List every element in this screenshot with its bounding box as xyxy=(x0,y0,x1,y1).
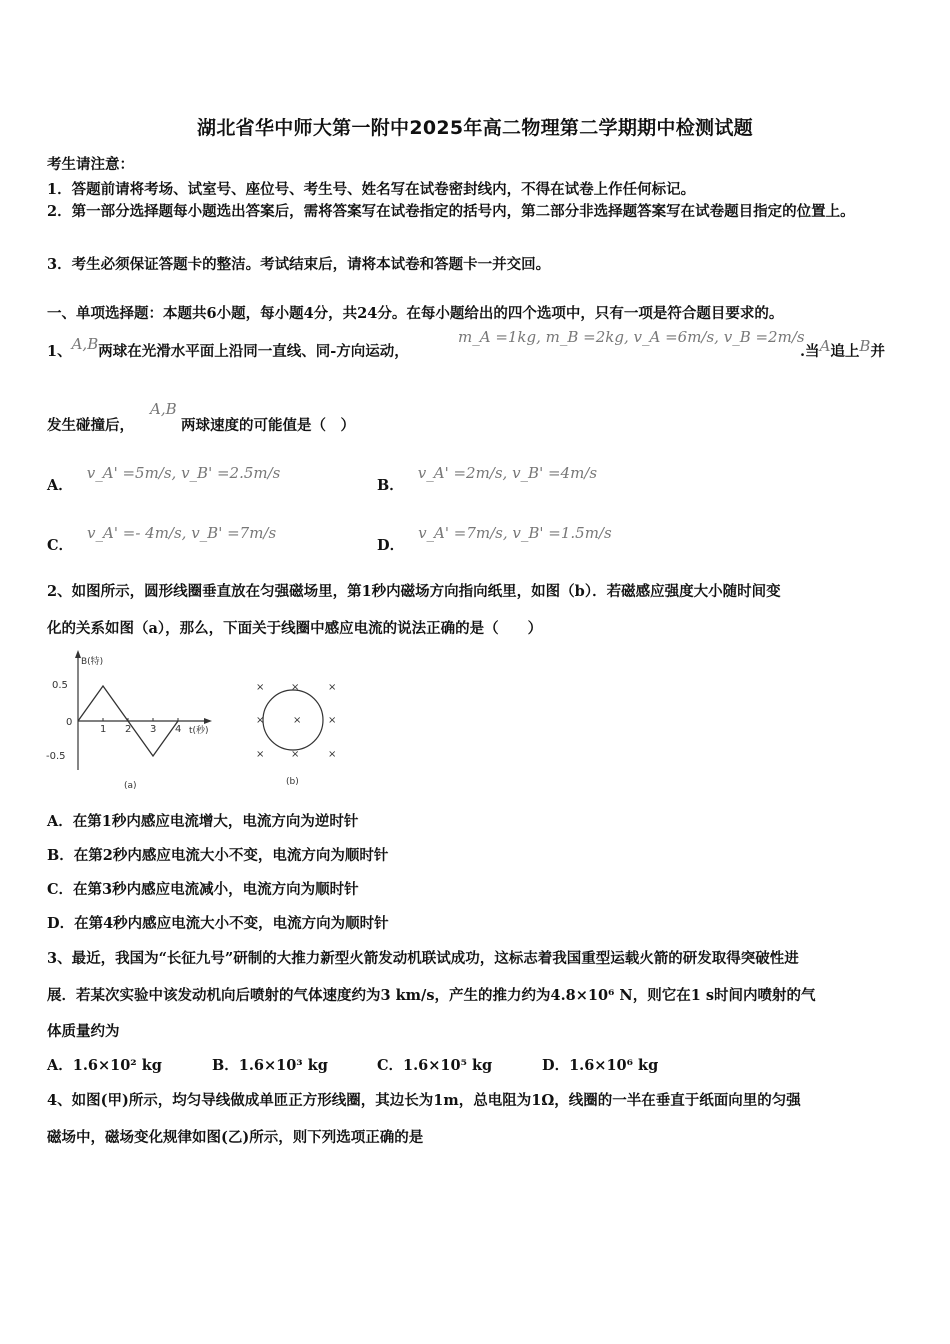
q1-a: A xyxy=(819,337,831,355)
q1-line2-a: 发生碰撞后， xyxy=(47,417,134,434)
notice-item-3: 3．考生必须保证答题卡的整洁。考试结束后，请将本试卷和答题卡一并交回。 xyxy=(47,256,551,273)
question-4-line-2: 磁场中，磁场变化规律如图(乙)所示，则下列选项正确的是 xyxy=(47,1129,424,1146)
q3-option-d[interactable]: D．1.6×10⁶ kg xyxy=(542,1057,659,1074)
x-axis-label: t(秒) xyxy=(189,726,209,736)
q1-option-d-value: v_A' =7m/s, v_B' =1.5m/s xyxy=(418,524,612,542)
notice-heading: 考生请注意： xyxy=(47,156,134,173)
q2-option-b[interactable]: B．在第2秒内感应电流大小不变，电流方向为顺时针 xyxy=(47,847,389,864)
q1-option-d[interactable]: D．v_A' =7m/s, v_B' =1.5m/s xyxy=(377,524,612,554)
question-1-line-1 xyxy=(47,335,409,361)
q1-line2-b: 两球速度的可能值是（ ） xyxy=(181,417,355,434)
q1-text-2: .当 xyxy=(800,343,820,360)
q1-conditions: m_A =1kg, m_B =2kg, v_A =6m/s, v_B =2m/s xyxy=(458,328,805,346)
x-axis-arrow xyxy=(204,718,212,724)
field-cross-3: × xyxy=(328,682,337,693)
q3-option-a[interactable]: A．1.6×10² kg xyxy=(47,1057,162,1074)
caption-b: (b) xyxy=(286,777,299,787)
page-title: 湖北省华中师大第一附中2025年高二物理第二学期期中检测试题 xyxy=(197,117,753,139)
question-1-line-2 xyxy=(47,414,134,435)
question-3-line-2: 展．若某次实验中该发动机向后喷射的气体速度约为3 km/s，产生的推力约为4.8×10⁶ N，则它在1 s时间内喷射的气 xyxy=(47,987,816,1004)
field-cross-9: × xyxy=(328,749,337,760)
q2-option-c[interactable]: C．在第3秒内感应电流减小，电流方向为顺时针 xyxy=(47,881,359,898)
q1-option-c[interactable]: C．v_A' =- 4m/s, v_B' =7m/s xyxy=(47,524,277,554)
field-cross-7: × xyxy=(256,749,265,760)
notice-item-2: 2．第一部分选择题每小题选出答案后，需将答案写在试卷指定的括号内，第二部分非选择题答案写在试卷题目指定的位置上。 xyxy=(47,203,855,220)
question-3-line-1: 3、最近，我国为“长征九号”研制的大推力新型火箭发动机联试成功，这标志着我国重型运载火箭的研发取得突破性进 xyxy=(47,950,799,967)
q1-text-4: 并 xyxy=(870,343,885,360)
q2-figure xyxy=(44,648,344,793)
x-tick-label-4: 4 xyxy=(175,724,182,735)
y-tick-neg-0.5: -0.5 xyxy=(46,751,66,762)
q1-ab: A,B xyxy=(71,335,99,353)
q3-option-b[interactable]: B．1.6×10³ kg xyxy=(212,1057,328,1074)
field-cross-1: × xyxy=(256,682,265,693)
q1-text-3: 追上 xyxy=(830,343,860,360)
caption-a: (a) xyxy=(124,781,137,791)
q2-option-d[interactable]: D．在第4秒内感应电流大小不变，电流方向为顺时针 xyxy=(47,915,389,932)
q2-figure-b xyxy=(256,682,336,787)
q1-text-1: 两球在光滑水平面上沿同一直线、同-方向运动， xyxy=(98,343,409,360)
q1-option-a-value: v_A' =5m/s, v_B' =2.5m/s xyxy=(86,464,281,482)
question-4-line-1: 4、如图(甲)所示，均匀导线做成单匝正方形线圈，其边长为1m，总电阻为1Ω，线圈的一半在垂直于纸面向里的匀强 xyxy=(47,1092,801,1109)
notice-item-1: 1．答题前请将考场、试室号、座位号、考生号、姓名写在试卷密封线内，不得在试卷上作任何标记。 xyxy=(47,181,696,198)
y-tick-0.5: 0.5 xyxy=(52,680,68,691)
x-tick-label-3: 3 xyxy=(150,724,157,735)
q1-line-1-tail xyxy=(800,337,885,361)
q2-chart-a xyxy=(46,650,212,791)
question-2-line-2: 化的关系如图（a），那么，下面关于线圈中感应电流的说法正确的是（ ） xyxy=(47,620,543,637)
section-heading: 一、单项选择题：本题共6小题，每小题4分，共24分。在每小题给出的四个选项中，只有一项是符合题目要求的。 xyxy=(47,305,784,322)
q1-option-a[interactable]: A．v_A' =5m/s, v_B' =2.5m/s xyxy=(47,464,281,494)
q1-option-b[interactable]: B．v_A' =2m/s, v_B' =4m/s xyxy=(377,464,598,494)
field-cross-5: × xyxy=(293,715,302,726)
x-tick-label-2: 2 xyxy=(125,724,132,735)
question-3-line-3: 体质量约为 xyxy=(47,1023,120,1040)
q1-option-b-value: v_A' =2m/s, v_B' =4m/s xyxy=(417,464,598,482)
y-tick-0: 0 xyxy=(66,717,73,728)
field-cross-4: × xyxy=(256,715,265,726)
field-cross-6: × xyxy=(328,715,337,726)
q2-option-a[interactable]: A．在第1秒内感应电流增大，电流方向为逆时针 xyxy=(47,813,359,830)
q1-ab-2: A,B xyxy=(150,400,177,418)
q1-number: 1、 xyxy=(47,343,72,360)
question-2-line-1: 2、如图所示，圆形线圈垂直放在匀强磁场里，第1秒内磁场方向指向纸里，如图（b）．若磁感应强度大小随时间变 xyxy=(47,583,781,600)
magnetic-field-crosses xyxy=(256,682,336,760)
q1-b: B xyxy=(859,337,871,355)
y-axis-label: B(特) xyxy=(81,657,104,667)
field-cross-2: × xyxy=(291,682,300,693)
q1-option-c-value: v_A' =- 4m/s, v_B' =7m/s xyxy=(87,524,277,542)
x-tick-label-1: 1 xyxy=(100,724,107,735)
field-cross-8: × xyxy=(291,749,300,760)
q3-option-c[interactable]: C．1.6×10⁵ kg xyxy=(377,1057,493,1074)
